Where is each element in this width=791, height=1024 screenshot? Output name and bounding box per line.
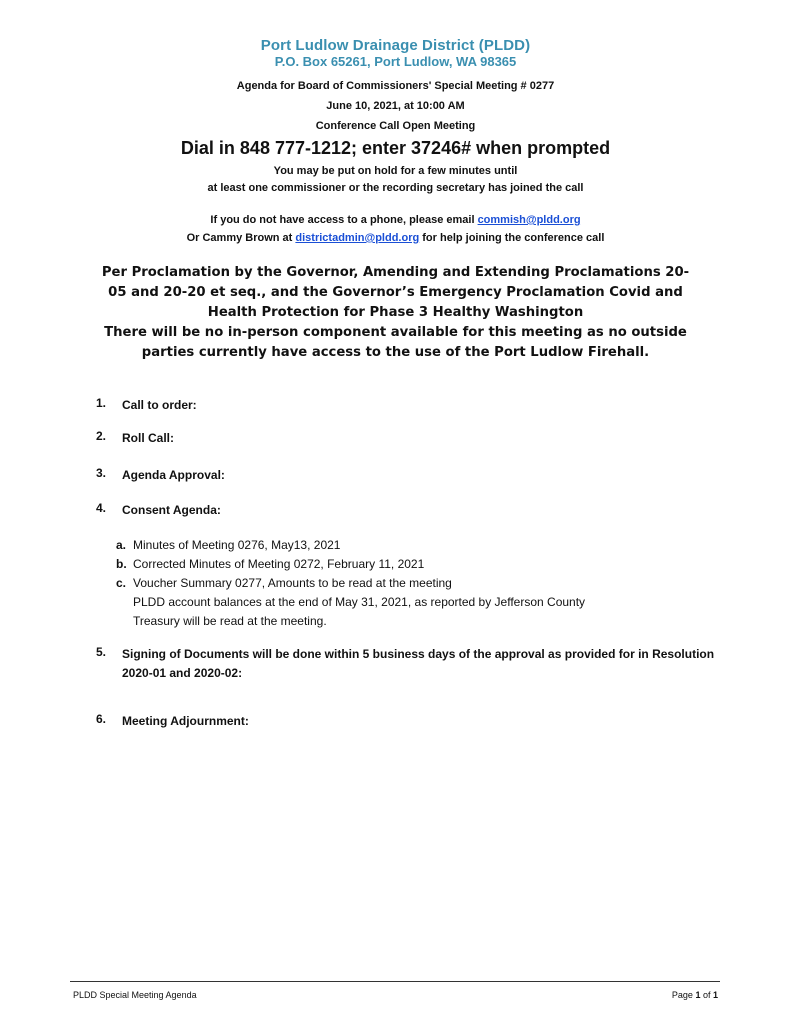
org-address: P.O. Box 65261, Port Ludlow, WA 98365: [274, 54, 517, 69]
agenda-item: [96, 501, 726, 520]
consent-subitem-text: Voucher Summary 0277, Amounts to be read at the meeting: [133, 576, 452, 590]
proclamation-line: parties currently have access to the use of the Port Ludlow Firehall.: [141, 345, 650, 360]
consent-subitem-letter: a.: [116, 538, 127, 552]
consent-subitem-text: Corrected Minutes of Meeting 0272, February 11, 2021: [133, 557, 425, 571]
dial-in-instructions: Dial in 848 777-1212; enter 37246# when prompted: [180, 138, 611, 158]
contact-line1-text: If you do not have access to a phone, please email: [210, 214, 478, 226]
contact-line2: [0, 229, 791, 247]
footer-title: PLDD Special Meeting Agenda: [73, 990, 197, 1000]
consent-subitem: [116, 574, 716, 593]
commish-email-link[interactable]: commish@pldd.org: [477, 214, 581, 226]
agenda-item-label: Meeting Adjournment:: [122, 714, 249, 728]
proclamation-line: Health Protection for Phase 3 Healthy Washington: [207, 305, 584, 320]
agenda-item-number: 3.: [96, 466, 107, 480]
hold-note-line1: You may be put on hold for a few minutes until: [273, 165, 518, 177]
footer-divider: [70, 981, 720, 982]
agenda-item-number: 4.: [96, 501, 107, 515]
proclamation-notice: [60, 263, 731, 363]
agenda-item-label: Roll Call:: [122, 431, 175, 445]
proclamation-line: There will be no in-person component available for this meeting as no outside: [104, 325, 687, 340]
agenda-item: [96, 645, 726, 683]
agenda-item-number: 2.: [96, 429, 107, 443]
districtadmin-email-link[interactable]: districtadmin@pldd.org: [295, 232, 420, 244]
contact-line2-suffix: for help joining the conference call: [419, 232, 605, 244]
consent-agenda-sublist: [116, 536, 716, 631]
agenda-item: [96, 396, 726, 415]
consent-subitem-text: Minutes of Meeting 0276, May13, 2021: [133, 538, 341, 552]
agenda-item-label: Signing of Documents will be done within 5 business days of the approval as provided for in Resolution 2020-01 and 2020-02:: [122, 647, 715, 680]
agenda-item-label: Consent Agenda:: [122, 503, 221, 517]
page-of: of: [700, 990, 713, 1000]
consent-subitem-letter: b.: [116, 557, 127, 571]
agenda-item-label: Agenda Approval:: [122, 468, 225, 482]
page-total: 1: [712, 990, 718, 1000]
org-name: Port Ludlow Drainage District (PLDD): [260, 37, 531, 54]
contact-info: [0, 211, 791, 247]
agenda-item-number: 1.: [96, 396, 107, 410]
proclamation-line: Per Proclamation by the Governor, Amending and Extending Proclamations 20-: [101, 265, 690, 280]
meeting-date: June 10, 2021, at 10:00 AM: [326, 100, 465, 112]
consent-subitem: [116, 536, 716, 555]
agenda-title: Agenda for Board of Commissioners' Special Meeting # 0277: [236, 80, 555, 92]
agenda-item-number: 6.: [96, 712, 107, 726]
agenda-item: [96, 466, 726, 485]
agenda-item: [96, 712, 726, 731]
page-number: [672, 990, 718, 1000]
hold-note-line2: at least one commissioner or the recording secretary has joined the call: [207, 182, 584, 194]
contact-line1: [0, 211, 791, 229]
consent-subitem: [116, 555, 716, 574]
page-current: 1: [695, 990, 701, 1000]
hold-note: [0, 163, 791, 197]
consent-note-line2: Treasury will be read at the meeting.: [133, 614, 327, 628]
agenda-item-number: 5.: [96, 645, 107, 659]
agenda-item: [96, 429, 726, 448]
agenda-item-label: Call to order:: [122, 398, 197, 412]
consent-subitem-letter: c.: [116, 576, 127, 590]
page-prefix: Page: [671, 990, 696, 1000]
proclamation-line: 05 and 20-20 et seq., and the Governor’s Emergency Proclamation Covid and: [108, 285, 683, 300]
contact-line2-text: Or Cammy Brown at: [186, 232, 296, 244]
meeting-type: Conference Call Open Meeting: [315, 120, 476, 132]
consent-note-line1: PLDD account balances at the end of May 31, 2021, as reported by Jefferson County: [133, 595, 586, 609]
